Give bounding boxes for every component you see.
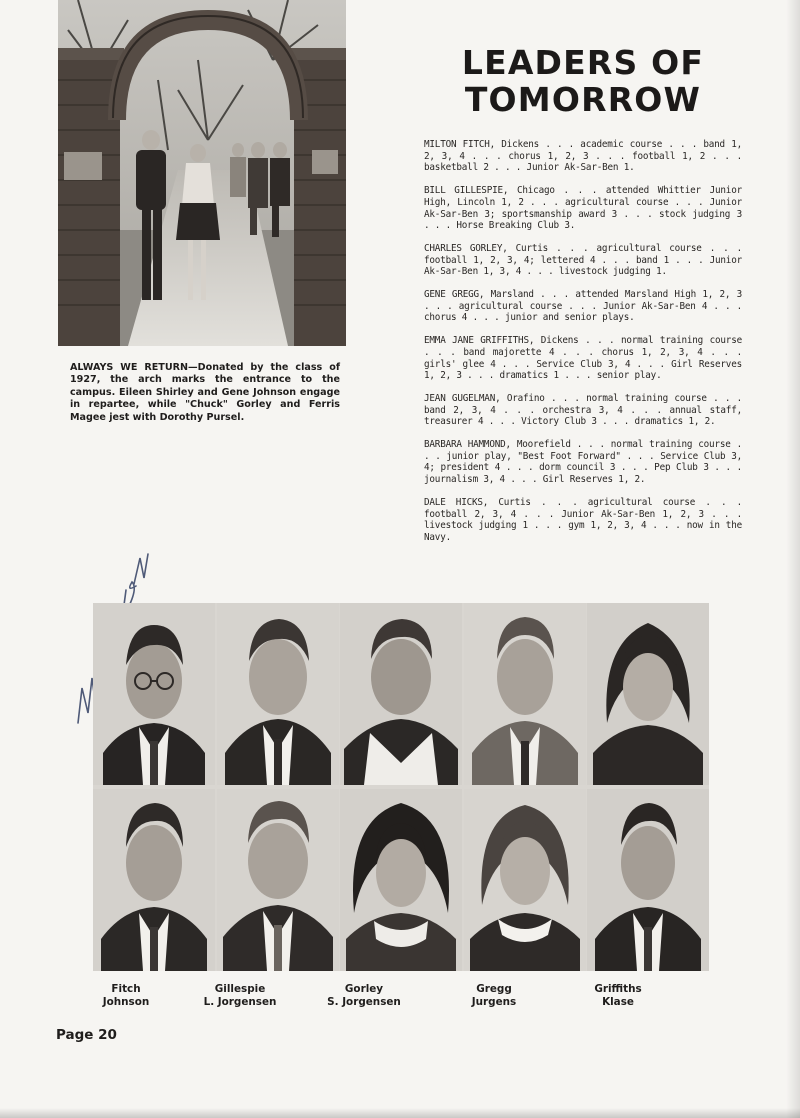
name-column-1 [65, 983, 187, 1009]
page-title [424, 44, 742, 118]
portrait-names [93, 983, 709, 1013]
name-top: Gillespie [214, 983, 266, 995]
bio-gugelman: JEAN GUGELMAN, Orafino . . . normal training course . . . band 2, 3, 4 . . . orchestra 3, 4 . . . annual staff, treasurer 4 . . . Victory Club 3 . . . dramatics 1, 2. [424, 392, 742, 428]
bio-griffiths: EMMA JANE GRIFFITHS, Dickens . . . normal training course . . . band majorette 4 . . . chorus 1, 2, 3, 4 . . . girls' glee 4 . . . Service Club 3, 4 . . . Girl Reserves 1, 2, 3 . . . dramatics 1 . . . senior play. [424, 335, 742, 382]
bio-gregg: GENE GREGG, Marsland . . . attended Marsland High 1, 2, 3 . . . agricultural course . . . Junior Ak-Sar-Ben 4 . . . chorus 4 . . . junior and senior plays. [424, 289, 742, 324]
bio-hammond: BARBARA HAMMOND, Moorefield . . . normal training course . . . junior play, "Best Foot Forward" . . . Service Club 3, 4; president 4 . . . dorm council 3 . . . Pep Club 3 . . . journalism 3, 4 . . . Girl Reserves 1, 2. [424, 439, 742, 486]
portrait-gregg [464, 603, 586, 785]
name-column-3 [303, 983, 425, 1009]
campus-arch-photo [58, 0, 346, 346]
page-number: Page 20 [56, 1027, 117, 1043]
portrait-s-jorgensen [340, 789, 462, 971]
name-column-4 [433, 983, 555, 1009]
page-bottom-shadow [0, 1108, 800, 1118]
name-top: Gorley [344, 983, 384, 995]
name-bottom: Johnson [102, 996, 150, 1008]
bio-hicks: DALE HICKS, Curtis . . . agricultural course . . . football 2, 3, 4 . . . Junior Ak-Sar-Ben 1, 2, 3 . . . livestock judging 1 . . . gym 1, 2, 3, 4 . . . now in the Navy. [424, 496, 742, 543]
photo-caption: ALWAYS WE RETURN—Donated by the class of 1927, the arch marks the entrance to the campus. Eileen Shirley and Gene Johnson engage in repartee, while "Chuck" Gorley and Ferris Magee jest with Dorothy Pursel. [70, 362, 340, 423]
title-line-2: TOMORROW [464, 80, 702, 119]
portrait-klase [587, 789, 709, 971]
title-line-1: LEADERS OF [461, 43, 705, 82]
bio-fitch: MILTON FITCH, Dickens . . . academic course . . . band 1, 2, 3, 4 . . . chorus 1, 2, 3 . . . football 1, 2 . . . basketball 2 . . . Junior Ak-Sar-Ben 1. [424, 139, 742, 174]
name-bottom: L. Jorgensen [203, 996, 277, 1008]
bio-gillespie: BILL GILLESPIE, Chicago . . . attended Whittier Junior High, Lincoln 1, 2 . . . agricultural course . . . Junior Ak-Sar-Ben 3; sportsmanship award 3 . . . stock judging 3 . . . Horse Breaking Club 3. [424, 185, 742, 232]
portrait-gorley [340, 603, 462, 785]
portrait-grid [93, 603, 709, 971]
portrait-johnson [93, 789, 215, 971]
biographies [424, 139, 742, 555]
name-top: Griffiths [594, 983, 642, 995]
page-edge-shadow [786, 0, 800, 1118]
portrait-jurgens [464, 789, 586, 971]
portrait-fitch [93, 603, 215, 785]
bio-gorley: CHARLES GORLEY, Curtis . . . agricultural course . . . football 1, 2, 3, 4; lettered 4 . . . band 1 . . . Junior Ak-Sar-Ben 1, 3, 4 . . . livestock judging 1. [424, 242, 742, 278]
name-bottom: Klase [602, 996, 634, 1008]
name-top: Fitch [111, 983, 141, 995]
name-bottom: Jurgens [471, 996, 517, 1008]
portrait-gillespie [217, 603, 339, 785]
portrait-l-jorgensen [217, 789, 339, 971]
name-column-5 [557, 983, 679, 1009]
portrait-griffiths [587, 603, 709, 785]
name-column-2 [179, 983, 301, 1009]
name-bottom: S. Jorgensen [327, 996, 401, 1008]
name-top: Gregg [476, 983, 512, 995]
